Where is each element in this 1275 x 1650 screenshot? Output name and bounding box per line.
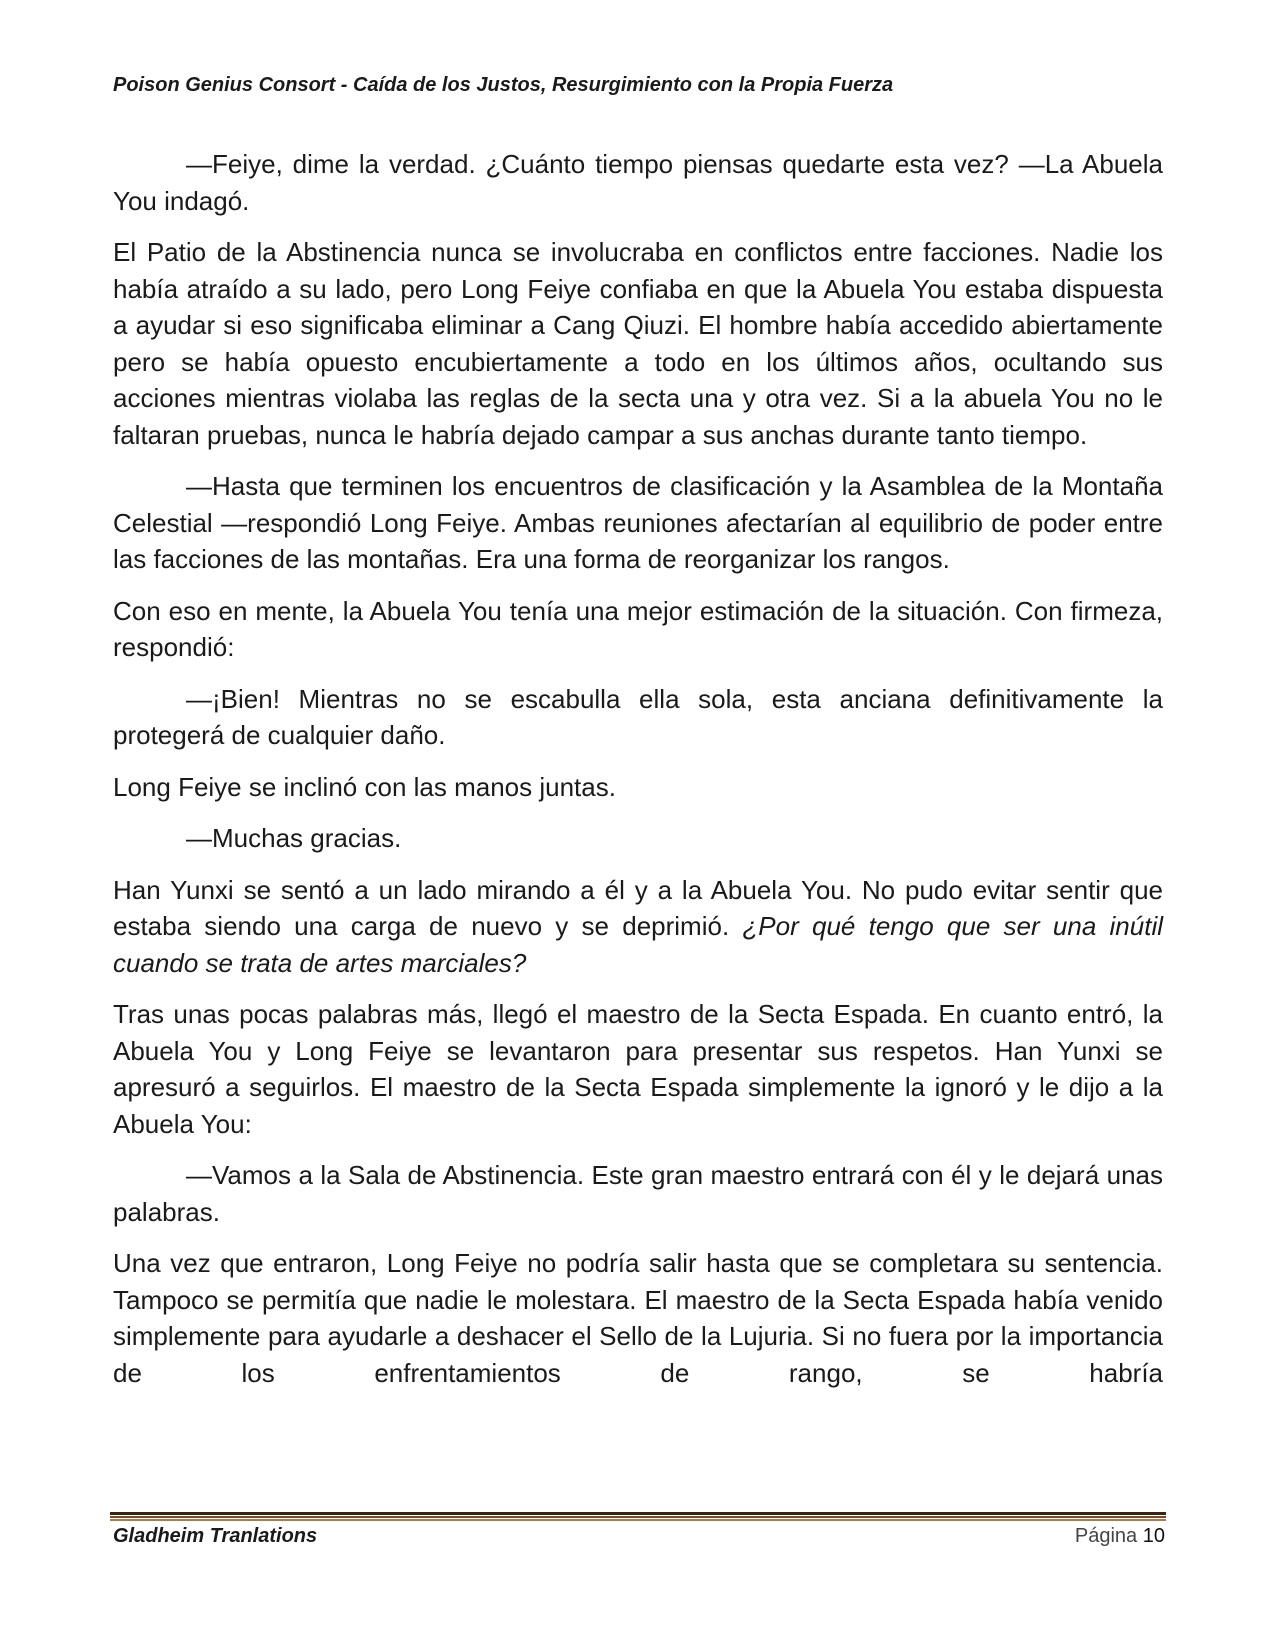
page-header-title: Poison Genius Consort - Caída de los Justos, Resurgimiento con la Propia Fuerza xyxy=(113,74,894,96)
paragraph-8-thought: ¿Por qué tengo que ser una inútil cuando se trata de artes marciales? xyxy=(113,911,1163,978)
paragraph-8 xyxy=(113,872,1163,982)
paragraph-6: Long Feiye se inclinó con las manos juntas. xyxy=(113,771,616,802)
paragraph-dialog-3: —Hasta que terminen los encuentros de clasificación y la Asamblea de la Montaña Celestial —respondió Long Feiye. Ambas reuniones afectarían al equilibrio de poder entre las facciones de las montañas. Era una forma de reorganizar los rangos. xyxy=(113,471,1163,574)
footer-page-label: Página xyxy=(1074,1525,1138,1547)
footer-rule-dark xyxy=(110,1512,1166,1515)
paragraph-dialog-10: —Vamos a la Sala de Abstinencia. Este gran maestro entrará con él y le dejará unas palabras. xyxy=(113,1160,1163,1227)
footer-page-number: 10 xyxy=(1142,1525,1165,1547)
paragraph-2: El Patio de la Abstinencia nunca se involucraba en conflictos entre facciones. Nadie los había atraído a su lado, pero Long Feiye confiaba en que la Abuela You estaba dispuesta a ayudar si eso significaba eliminar a Cang Qiuzi. El hombre había accedido abiertamente pero se había opuesto encubiertamente a todo en los últimos años, ocultando sus acciones mientras violaba las reglas de la secta una y otra vez. Si a la abuela You no le faltaran pruebas, nunca le habría dejado campar a sus anchas durante tanto tiempo. xyxy=(113,237,1163,450)
footer-publisher: Gladheim Tranlations xyxy=(113,1525,318,1547)
body-text xyxy=(113,146,1163,1391)
footer-rule-light xyxy=(110,1519,1166,1521)
footer-page-indicator xyxy=(1075,1525,1165,1548)
footer-rule-mid xyxy=(110,1516,1166,1518)
paragraph-8-text: Han Yunxi se sentó a un lado mirando a él y a la Abuela You. No pudo evitar sentir que estaba siendo una carga de nuevo y se deprimió. xyxy=(113,874,1163,941)
paragraph-dialog-1: —Feiye, dime la verdad. ¿Cuánto tiempo piensas quedarte esta vez? —La Abuela You indagó. xyxy=(113,149,1163,216)
paragraph-4: Con eso en mente, la Abuela You tenía una mejor estimación de la situación. Con firmeza, respondió: xyxy=(113,595,1163,662)
paragraph-11: Una vez que entraron, Long Feiye no podría salir hasta que se completara su sentencia. Tampoco se permitía que nadie le molestara. El maestro de la Secta Espada había venido simplemente para ayudarle a deshacer el Sello de la Lujuria. Si no fuera por la importancia de los enfrentamientos de rango, se habría xyxy=(113,1248,1163,1388)
paragraph-dialog-7: —Muchas gracias. xyxy=(186,823,402,853)
paragraph-9: Tras unas pocas palabras más, llegó el maestro de la Secta Espada. En cuanto entró, la Abuela You y Long Feiye se levantaron para presentar sus respetos. Han Yunxi se apresuró a seguirlos. El maestro de la Secta Espada simplemente la ignoró y le dijo a la Abuela You: xyxy=(113,999,1163,1139)
paragraph-dialog-5: —¡Bien! Mientras no se escabulla ella sola, esta anciana definitivamente la protegerá de cualquier daño. xyxy=(113,683,1163,750)
